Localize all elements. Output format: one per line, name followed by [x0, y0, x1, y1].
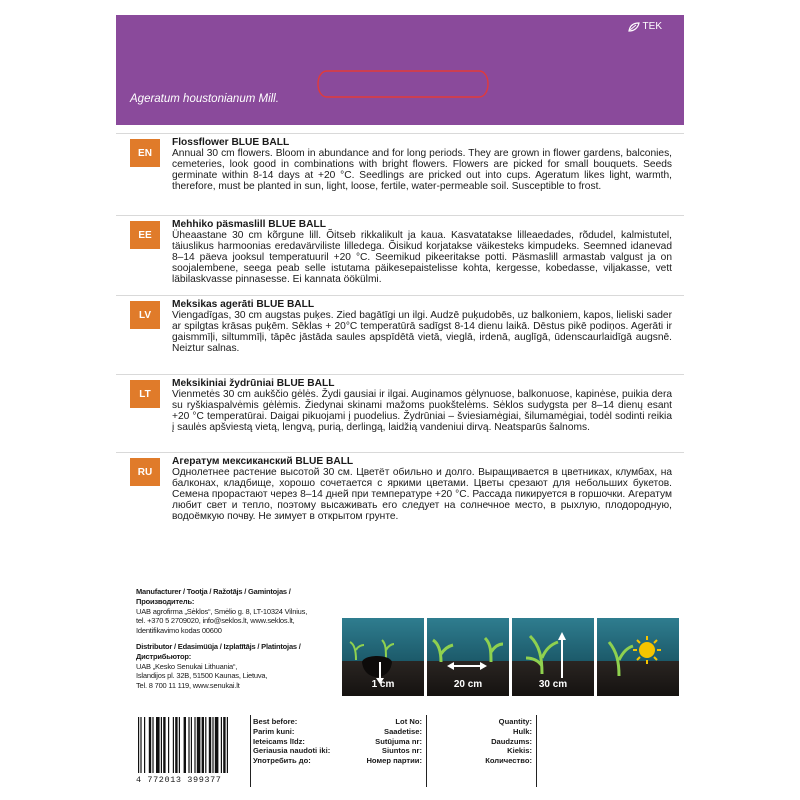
lot-no-label: Saadetise:: [384, 726, 422, 736]
brand-name: TEK: [642, 21, 662, 32]
manufacturer-name: UAB agrofirma „Sėklos“, Smėlio g. 8, LT-10324 Vilnius,: [136, 606, 308, 616]
best-before-label: Ieteicams līdz:: [253, 736, 305, 746]
section-title: Агератум мексиканский BLUE BALL: [172, 456, 354, 467]
best-before-label: Употребить до:: [253, 756, 311, 766]
section-text: [172, 220, 672, 285]
best-before-label: Geriausia naudoti iki:: [253, 746, 331, 756]
leaf-icon: [628, 22, 640, 32]
header-band: [116, 15, 684, 125]
section-text: [172, 138, 672, 193]
lang-badge: LT: [130, 380, 160, 408]
lot-no-label: Номер партии:: [366, 756, 422, 766]
best-before-label: Parim kuni:: [253, 726, 295, 736]
best-before-label: Best before:: [253, 717, 298, 726]
best-before-labels: [253, 717, 330, 766]
sun-pictogram: [597, 618, 679, 696]
lot-no-label: Sutūjuma nr:: [375, 736, 422, 746]
section-text: [172, 300, 672, 355]
manufacturer-code: Identifikavimo kodas 00600: [136, 626, 222, 636]
barcode-number: 4 772013 399377: [136, 775, 222, 785]
section-title: Flossflower BLUE BALL: [172, 137, 290, 148]
quantity-labels: [466, 717, 532, 766]
distributor-label: Distributor / Edasimüüja / Izplatītājs / Platintojas / Дистрибьютор:: [136, 641, 301, 661]
manufacturer-label: Manufacturer / Tootja / Ražotājs / Gamintojas / Производитель:: [136, 587, 291, 606]
lot-no-label: Lot No:: [395, 717, 422, 726]
contacts-block: [136, 587, 346, 691]
sowing-label: 30 cm: [538, 679, 568, 690]
section-title: Meksikiniai žydrūniai BLUE BALL: [172, 378, 335, 389]
sowing-depth-pictogram: [342, 618, 424, 696]
section-divider: [116, 295, 684, 296]
sowing-label: 1 cm: [371, 679, 395, 690]
section-divider: [116, 215, 684, 216]
sowing-label: 20 cm: [453, 679, 483, 690]
section-body: Vienmetės 30 cm aukščio gėlės. Žydi gausiai ir ilgai. Auginamos gėlynuose, balkonuose, kapinėse, puikia dera su ryškiaspalvėmis gėlėmis. Žiedynai skinami mažoms puokštelėms. Sėklos sudygsta per 8–14 dienų esant +20 °C temperatūrai. Daigai pikuojami į puodelius. Žydrūniai – šviesiamėgiai, šilumamėgiai, todėl sodinti reikia į saulės apšviestą vietą, lengvą, purią, derlingą, laidžią vandeniui dirvą. Neatsparūs šalnoms.: [172, 388, 672, 433]
section-divider: [116, 133, 684, 134]
lang-badge: EE: [130, 221, 160, 249]
section-body: Annual 30 cm flowers. Bloom in abundance and for long periods. They are grown in flower gardens, balconies, cemeteries, look good in combinations with bright flowers. Flowers are picked for small bouquets. Seeds germinate within 8-14 days at +20 °C. Seedlings are pricked out into cups. Ageratum likes light, warmth, therefore, must be planted in sun, light, loose, fertile, water-permeable soil. Susceptible to frost.: [172, 147, 672, 192]
section-divider: [116, 452, 684, 453]
distributor-address: Islandijos pl. 32B, 51500 Kaunas, Lietuva,: [136, 671, 268, 681]
seed-packet-back: [116, 15, 684, 800]
manufacturer-phone: tel. +370 5 2709020, info@seklos.lt, www.seklos.lt,: [136, 616, 295, 626]
section-divider: [116, 374, 684, 375]
lang-badge: LV: [130, 301, 160, 329]
brand-logo: [628, 21, 662, 32]
lot-no-labels: [346, 717, 422, 766]
section-title: Mehhiko päsmaslill BLUE BALL: [172, 219, 326, 230]
field-separator: [426, 715, 427, 787]
quantity-label: Quantity:: [498, 717, 532, 726]
field-separator: [250, 715, 251, 787]
sowing-pictograms: [342, 618, 679, 696]
quantity-label: Количество:: [485, 756, 532, 766]
quantity-label: Hulk:: [513, 726, 532, 736]
section-body: Viengadīgas, 30 cm augstas puķes. Zied bagātīgi un ilgi. Audzē puķudobēs, uz balkoniem, kapos, lieliski sader ar spilgtas krāsas puķēm. Sēklas + 20°C temperatūrā sadīgst 8-14 dienu laikā. Dēstus pikē podiņos. Agerāti ir gaismmīļi, siltummīļi, tāpēc jāstāda saules apspīdētā vietā, vieglā, irdenā, auglīgā, ūdenscaurlaidīgā augsnē. Neiztur salnas.: [172, 309, 672, 354]
section-title: Meksikas agerāti BLUE BALL: [172, 299, 315, 310]
distributor-name: UAB „Kesko Senukai Lithuania“,: [136, 661, 238, 671]
spacing-pictogram: [427, 618, 509, 696]
distributor-phone: Tel. 8 700 11 119, www.senukai.lt: [136, 681, 240, 691]
lang-badge: EN: [130, 139, 160, 167]
quantity-label: Kiekis:: [507, 746, 532, 756]
window-outline: [313, 67, 493, 101]
quantity-label: Daudzums:: [491, 736, 532, 746]
lang-badge: RU: [130, 458, 160, 486]
lot-no-label: Siuntos nr:: [381, 746, 422, 756]
section-text: [172, 457, 672, 522]
section-text: [172, 379, 672, 434]
latin-name: Ageratum houstonianum Mill.: [130, 93, 279, 105]
field-separator: [536, 715, 537, 787]
section-body: Однолетнее растение высотой 30 см. Цветёт обильно и долго. Выращивается в цветниках, клумбах, на балконах, кладбище, хорошо сочетается с яркими цветами. Цветы срезают для небольших букетов. Семена прорастают через 8–14 дней при температуре +20 °C. Рассада пикируется в горшочки. Агератум любит свет и тепло, поэтому высаживать его следует на солнечное место, в рыхлую, плодородную, водоёмкую почву. Не зимует в открытом грунте.: [172, 466, 672, 522]
height-pictogram: [512, 618, 594, 696]
section-body: Üheaastane 30 cm kõrgune lill. Õitseb rikkalikult ja kaua. Kasvatatakse lilleaedades, rõdudel, kalmistutel, täiuslikus harmoonias eredavärviliste lilledega. Õisikud korjatakse väikesteks kimpudeks. Seemned idanevad 8–14 päeva jooksul temperatuuril +20 °C. Seemikud pikeeritakse potti. Päsmaslill armastab valgust ja on soojalembene, seega peab selle istutama päikesepaistelisse kohta, kergesse, kobedasse, viljakasse, vett läbilaskvasse pinnasesse. Ei kannata öökülmi.: [172, 229, 672, 285]
